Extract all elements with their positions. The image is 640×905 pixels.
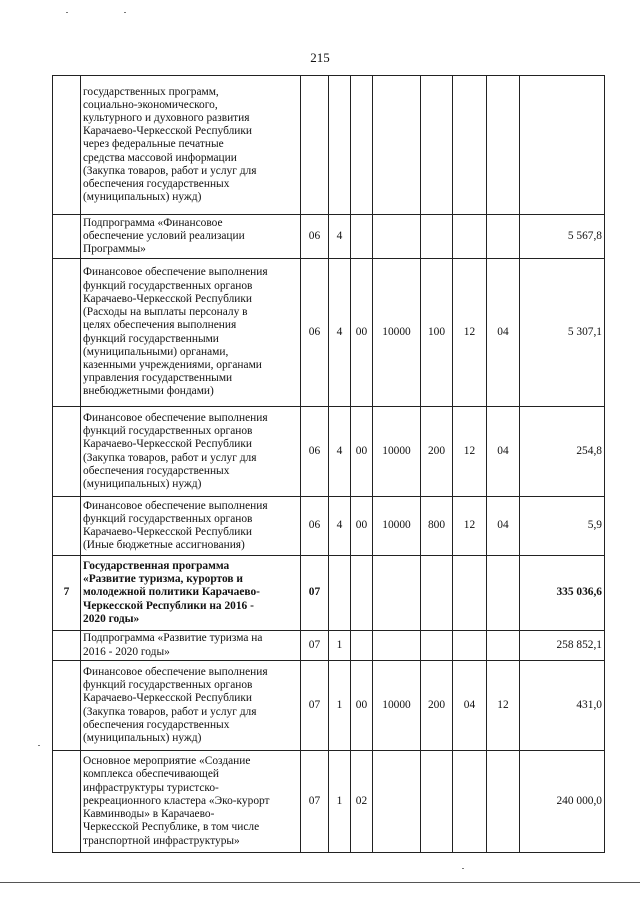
description-line: (муниципальных) нужд): [83, 191, 202, 204]
description-line: Основное мероприятие «Создание: [83, 755, 251, 768]
code-cell-3: [351, 215, 373, 259]
description-cell: [81, 259, 301, 407]
amount-cell: 5 307,1: [520, 259, 605, 407]
amount-cell: 258 852,1: [520, 631, 605, 661]
code-cell-4: 10000: [373, 661, 421, 751]
description-line: рекреационного кластера «Эко-курорт: [83, 794, 270, 807]
budget-table: [52, 75, 605, 853]
page-number: 215: [310, 50, 330, 65]
table-row: [53, 556, 605, 631]
code-cell-6: [453, 631, 487, 661]
description-line: обеспечения государственных: [83, 464, 230, 477]
description-line: (муниципальных) нужд): [83, 477, 202, 490]
description-line: функций государственными: [83, 332, 219, 345]
table-row: [53, 751, 605, 853]
description-line: Финансовое обеспечение выполнения: [83, 665, 268, 678]
code-cell-3: 00: [351, 407, 373, 497]
code-cell-4: [373, 631, 421, 661]
description-line: функций государственных органов: [83, 679, 253, 692]
description-line: Карачаево-Черкесской Республики: [83, 438, 253, 451]
description-line: Карачаево-Черкесской Республики: [83, 292, 253, 305]
code-cell-5: [421, 215, 453, 259]
bottom-rule: [0, 882, 640, 883]
description-line: Карачаево-Черкесской Республики: [83, 526, 253, 538]
description-cell: [81, 661, 301, 751]
description-line: 2020 годы»: [83, 612, 140, 625]
row-number-cell: [53, 259, 81, 407]
description-cell: [81, 751, 301, 853]
description-line: (Иные бюджетные ассигнования): [83, 539, 245, 552]
code-cell-6: 12: [453, 497, 487, 556]
description-line: Финансовое обеспечение выполнения: [83, 266, 268, 279]
table-row: [53, 259, 605, 407]
code-cell-7: 04: [487, 259, 520, 407]
description-cell: [81, 215, 301, 259]
code-cell-7: 04: [487, 407, 520, 497]
amount-cell: 240 000,0: [520, 751, 605, 853]
code-cell-7: [487, 215, 520, 259]
description-line: (Закупка товаров, работ и услуг для: [83, 164, 257, 177]
description-line: Карачаево-Черкесской Республики: [83, 125, 253, 138]
code-cell-7: [487, 76, 520, 215]
amount-cell: 5,9: [520, 497, 605, 556]
code-cell-7: [487, 751, 520, 853]
code-cell-3: 00: [351, 259, 373, 407]
description-cell: [81, 497, 301, 556]
description-line: внебюджетными фондами): [83, 385, 214, 398]
code-cell-1: 07: [301, 631, 329, 661]
code-cell-3: [351, 556, 373, 631]
code-cell-5: [421, 556, 453, 631]
code-cell-3: 00: [351, 661, 373, 751]
table-row: [53, 497, 605, 556]
description-line: (Закупка товаров, работ и услуг для: [83, 451, 257, 464]
code-cell-2: [329, 76, 351, 215]
description-line: Программы»: [83, 243, 146, 256]
code-cell-6: 12: [453, 407, 487, 497]
description-line: Карачаево-Черкесской Республики: [83, 692, 253, 705]
code-cell-6: [453, 76, 487, 215]
table-body: [53, 76, 605, 853]
description-line: функций государственных органов: [83, 512, 253, 525]
code-cell-5: 200: [421, 407, 453, 497]
description-line: Кавминводы» в Карачаево-: [83, 808, 215, 821]
amount-cell: 254,8: [520, 407, 605, 497]
description-line: целях обеспечения выполнения: [83, 319, 237, 332]
description-line: государственных программ,: [83, 85, 219, 98]
row-number-cell: [53, 407, 81, 497]
code-cell-2: [329, 556, 351, 631]
code-cell-2: 4: [329, 497, 351, 556]
description-line: Государственная программа: [83, 559, 230, 572]
code-cell-2: 4: [329, 259, 351, 407]
code-cell-6: [453, 751, 487, 853]
code-cell-5: 100: [421, 259, 453, 407]
code-cell-6: [453, 556, 487, 631]
code-cell-2: 4: [329, 215, 351, 259]
description-line: через федеральные печатные: [83, 138, 224, 151]
description-line: Черкесской Республики на 2016 -: [83, 599, 254, 612]
description-line: Подпрограмма «Развитие туризма на: [83, 632, 263, 645]
code-cell-4: [373, 76, 421, 215]
description-line: (муниципальными) органами,: [83, 345, 229, 358]
scan-speck: [38, 745, 40, 746]
code-cell-5: 200: [421, 661, 453, 751]
code-cell-7: [487, 556, 520, 631]
description-line: 2016 - 2020 годы»: [83, 645, 170, 658]
code-cell-2: 1: [329, 631, 351, 661]
code-cell-4: 10000: [373, 497, 421, 556]
code-cell-5: 800: [421, 497, 453, 556]
row-number-cell: [53, 76, 81, 215]
description-line: транспортной инфраструктуры»: [83, 834, 240, 847]
scan-speck: [462, 868, 464, 869]
code-cell-3: 02: [351, 751, 373, 853]
description-line: (Расходы на выплаты персоналу в: [83, 306, 248, 319]
description-line: (Закупка товаров, работ и услуг для: [83, 705, 257, 718]
row-number-cell: [53, 631, 81, 661]
description-line: молодежной политики Карачаево-: [83, 586, 260, 599]
code-cell-1: 07: [301, 751, 329, 853]
code-cell-1: 06: [301, 497, 329, 556]
code-cell-1: [301, 76, 329, 215]
code-cell-5: [421, 631, 453, 661]
description-cell: [81, 407, 301, 497]
code-cell-7: 04: [487, 497, 520, 556]
table-row: [53, 215, 605, 259]
description-line: социально-экономического,: [83, 98, 218, 111]
scan-speck: [66, 12, 68, 13]
description-line: комплекса обеспечивающей: [83, 768, 219, 781]
code-cell-1: 07: [301, 556, 329, 631]
code-cell-6: 04: [453, 661, 487, 751]
code-cell-1: 06: [301, 407, 329, 497]
code-cell-3: [351, 76, 373, 215]
code-cell-7: [487, 631, 520, 661]
description-line: Финансовое обеспечение выполнения: [83, 411, 268, 424]
description-line: Финансовое обеспечение выполнения: [83, 499, 268, 512]
description-line: инфраструктуры туристско-: [83, 781, 219, 794]
code-cell-1: 07: [301, 661, 329, 751]
code-cell-2: 1: [329, 661, 351, 751]
description-line: Черкесской Республике, в том числе: [83, 821, 260, 834]
amount-cell: [520, 76, 605, 215]
amount-cell: 335 036,6: [520, 556, 605, 631]
description-line: средства массовой информации: [83, 151, 237, 164]
description-line: функций государственных органов: [83, 425, 253, 438]
code-cell-4: 10000: [373, 259, 421, 407]
table-row: [53, 76, 605, 215]
code-cell-3: 00: [351, 497, 373, 556]
code-cell-1: 06: [301, 215, 329, 259]
description-line: «Развитие туризма, курортов и: [83, 573, 243, 586]
description-line: функций государственных органов: [83, 279, 253, 292]
code-cell-4: [373, 556, 421, 631]
code-cell-4: 10000: [373, 407, 421, 497]
description-line: обеспечения государственных: [83, 718, 230, 731]
description-line: Подпрограмма «Финансовое: [83, 216, 223, 229]
description-line: (муниципальных) нужд): [83, 731, 202, 744]
amount-cell: 5 567,8: [520, 215, 605, 259]
code-cell-5: [421, 751, 453, 853]
amount-cell: 431,0: [520, 661, 605, 751]
table-row: [53, 631, 605, 661]
scan-speck: [124, 12, 126, 13]
code-cell-7: 12: [487, 661, 520, 751]
code-cell-2: 1: [329, 751, 351, 853]
code-cell-2: 4: [329, 407, 351, 497]
row-number-cell: [53, 751, 81, 853]
code-cell-4: [373, 751, 421, 853]
table-row: [53, 407, 605, 497]
code-cell-4: [373, 215, 421, 259]
description-cell: [81, 631, 301, 661]
description-line: обеспечение условий реализации: [83, 229, 245, 242]
table-row: [53, 661, 605, 751]
description-cell: [81, 556, 301, 631]
row-number-cell: [53, 497, 81, 556]
code-cell-3: [351, 631, 373, 661]
row-number-cell: [53, 215, 81, 259]
description-line: управления государственными: [83, 372, 233, 385]
row-number-cell: [53, 661, 81, 751]
description-line: казенными учреждениями, органами: [83, 358, 262, 371]
row-number-cell: 7: [53, 556, 81, 631]
code-cell-1: 06: [301, 259, 329, 407]
code-cell-6: 12: [453, 259, 487, 407]
description-line: обеспечения государственных: [83, 178, 230, 190]
code-cell-6: [453, 215, 487, 259]
description-cell: [81, 76, 301, 215]
code-cell-5: [421, 76, 453, 215]
description-line: культурного и духовного развития: [83, 111, 250, 124]
